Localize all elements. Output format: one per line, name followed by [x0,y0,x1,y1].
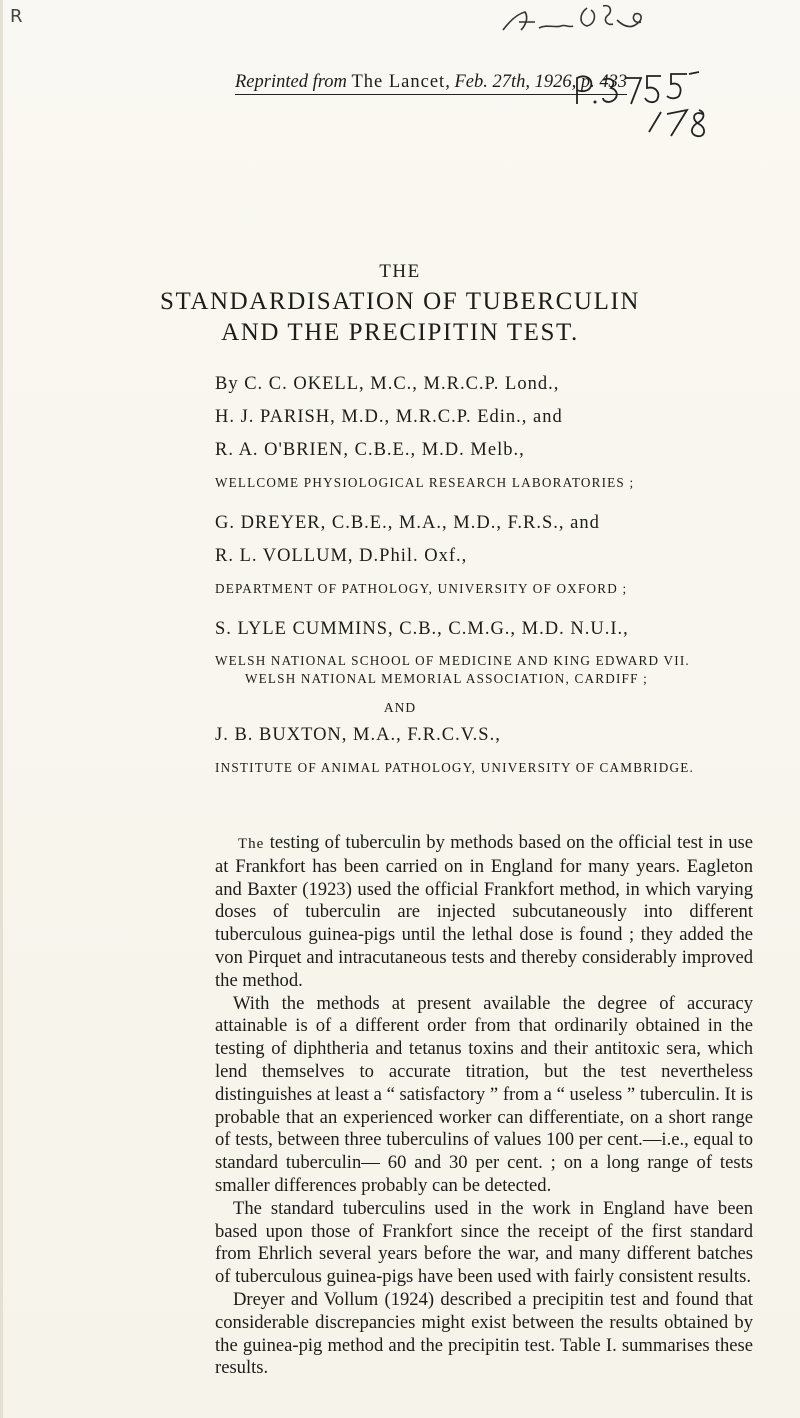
affiliation-welsh-memorial: WELSH NATIONAL MEMORIAL ASSOCIATION, CARDIFF ; [245,671,648,686]
paragraph-3: The standard tuberculins used in the work in England have been based upon those of Frankfort since the receipt of the first standard from Ehrlich several years before the war, and many different batches of tuberculous guinea-pigs have been used with fairly consistent results. [215,1197,753,1288]
affiliation-wellcome: WELLCOME PHYSIOLOGICAL RESEARCH LABORATORIES ; [215,475,635,490]
title-line-2: AND THE PRECIPITIN TEST. [221,319,579,346]
article-body [215,832,753,1380]
journal-name: The Lancet [351,72,446,92]
reprint-line: Reprinted from The Lancet, Feb. 27th, 1926, p. 433 [235,72,627,95]
author-dreyer: G. DREYER, C.B.E., M.A., M.D., F.R.S., and [215,513,600,533]
paragraph-1-lead: The [238,836,265,852]
title-line-1: STANDARDISATION OF TUBERCULIN [159,288,641,315]
heading-the: THE [379,261,421,282]
affiliation-oxford: DEPARTMENT OF PATHOLOGY, UNIVERSITY OF OXFORD ; [215,581,628,596]
paragraph-1 [215,832,753,993]
corner-mark: R [10,6,23,27]
author-okell: By C. C. OKELL, M.C., M.R.C.P. Lond., [215,374,560,394]
reprint-date: Feb. 27th, 1926, p. 433 [454,72,628,92]
paragraph-1-text: testing of tuberculin by methods based on the official test in use at Frankfort has been carried on in England for many years. Eagleton and Baxter (1923) used the official Frankfort method, in which varying doses of tuberculin are injected subcutaneously into different tuberculous guinea-pigs until the lethal dose is found ; they added the von Pirquet and intracutaneous tests and thereby considerably improved the method. [215,832,754,991]
author-vollum: R. L. VOLLUM, D.Phil. Oxf., [215,546,468,566]
paragraph-4: Dreyer and Vollum (1924) described a precipitin test and found that considerable discrepancies might exist between the results obtained by the guinea-pig method and the precipitin test. Table I. summarises these results. [215,1288,753,1379]
author-buxton: J. B. BUXTON, M.A., F.R.C.V.S., [215,725,501,745]
author-obrien: R. A. O'BRIEN, C.B.E., M.D. Melb., [215,440,525,460]
and-separator: AND [383,700,417,715]
reprint-prefix: Reprinted from [235,72,347,92]
author-parish: H. J. PARISH, M.D., M.R.C.P. Edin., and [215,407,563,427]
author-cummins: S. LYLE CUMMINS, C.B., C.M.G., M.D. N.U.I., [215,619,629,639]
affiliation-welsh-school: WELSH NATIONAL SCHOOL OF MEDICINE AND KING EDWARD VII. [215,653,690,668]
paragraph-2: With the methods at present available the degree of accuracy attainable is of a different order from that ordinarily obtained in the testing of diphtheria and tetanus toxins and their antitoxic sera, which lend themselves to accurate titration, but the test nevertheless distinguishes at least a “ satisfactory ” from a “ useless ” tuberculin. It is probable that an experienced worker can differentiate, on a short range of tests, between three tuberculins of values 100 per cent.—i.e., equal to standard tuberculin— 60 and 30 per cent. ; on a long range of tests smaller differences probably can be detected. [215,992,753,1196]
handwritten-signature-mark [495,0,655,36]
affiliation-cambridge: INSTITUTE OF ANIMAL PATHOLOGY, UNIVERSITY OF CAMBRIDGE. [215,760,694,775]
